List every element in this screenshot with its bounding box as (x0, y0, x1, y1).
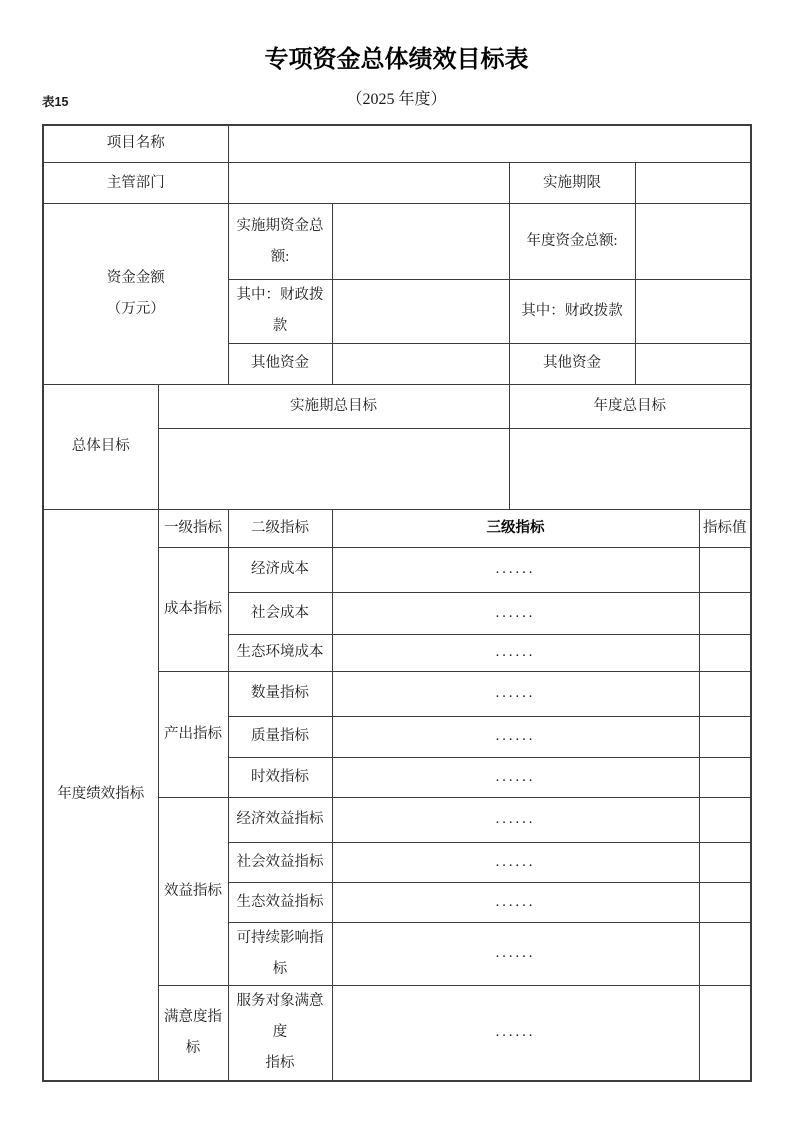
indicator-value-cell (699, 547, 751, 592)
year-label: （2025 年度） (346, 90, 447, 108)
indicator-value-cell (699, 592, 751, 634)
annual-goal-header: 年度总目标 (509, 384, 751, 428)
level3-dots: ...... (332, 797, 699, 842)
annual-other-value-cell (635, 343, 751, 384)
level2-quantity: 数量指标 (228, 671, 332, 716)
level2-eco-benefit: 生态效益指标 (228, 882, 332, 922)
level2-timeliness: 时效指标 (228, 757, 332, 797)
indicator-value-cell (699, 797, 751, 842)
level3-dots: ...... (332, 547, 699, 592)
level3-dots: ...... (332, 842, 699, 882)
annual-total-label: 年度资金总额: (509, 204, 635, 280)
impl-goal-value-cell (158, 428, 509, 509)
indicator-value-cell (699, 842, 751, 882)
indicator-value-cell (699, 985, 751, 1080)
subtitle-row (0, 90, 793, 110)
impl-fiscal-label: 其中：财政拨款 (228, 280, 332, 343)
indicator-value-cell (699, 922, 751, 985)
level1-header: 一级指标 (158, 509, 228, 547)
impl-other-label: 其他资金 (228, 343, 332, 384)
row-overall-goal-header (43, 384, 751, 428)
impl-other-value-cell (332, 343, 509, 384)
level3-dots: ...... (332, 985, 699, 1080)
value-header: 指标值 (699, 509, 751, 547)
funds-label: 资金金额 （万元） (43, 204, 228, 384)
impl-total-value-cell (332, 204, 509, 280)
indicator-value-cell (699, 882, 751, 922)
period-label: 实施期限 (509, 163, 635, 204)
period-value-cell (635, 163, 751, 204)
level3-dots: ...... (332, 671, 699, 716)
indicator-value-cell (699, 671, 751, 716)
annual-goal-value-cell (509, 428, 751, 509)
row-project-name (43, 125, 751, 163)
level2-social-benefit: 社会效益指标 (228, 842, 332, 882)
indicator-value-cell (699, 757, 751, 797)
indicators-label: 年度绩效指标 (43, 509, 158, 1080)
indicator-value-cell (699, 634, 751, 671)
impl-total-label: 实施期资金总 额: (228, 204, 332, 280)
row-department (43, 163, 751, 204)
indicator-value-cell (699, 716, 751, 757)
row-indicator-headers (43, 509, 751, 547)
document-title: 专项资金总体绩效目标表 (264, 46, 529, 73)
overall-goal-label: 总体目标 (43, 384, 158, 509)
annual-fiscal-value-cell (635, 280, 751, 343)
level2-quality: 质量指标 (228, 716, 332, 757)
level2-social-cost: 社会成本 (228, 592, 332, 634)
level2-service-satisfaction: 服务对象满意度 指标 (228, 985, 332, 1080)
level3-dots: ...... (332, 592, 699, 634)
level3-dots: ...... (332, 922, 699, 985)
level3-header: 三级指标 (332, 509, 699, 547)
project-name-value-cell (228, 125, 751, 163)
level3-dots: ...... (332, 882, 699, 922)
row-funds-total (43, 204, 751, 280)
level2-header: 二级指标 (228, 509, 332, 547)
level1-cost-label: 成本指标 (158, 547, 228, 671)
department-label: 主管部门 (43, 163, 228, 204)
level2-economic-benefit: 经济效益指标 (228, 797, 332, 842)
level2-eco-env-cost: 生态环境成本 (228, 634, 332, 671)
level2-sustainability: 可持续影响指标 (228, 922, 332, 985)
level1-satisfaction-label: 满意度指 标 (158, 985, 228, 1080)
table-number: 表15 (42, 94, 69, 109)
level3-dots: ...... (332, 634, 699, 671)
project-name-label: 项目名称 (43, 125, 228, 163)
annual-total-value-cell (635, 204, 751, 280)
level1-output-label: 产出指标 (158, 671, 228, 797)
level1-benefit-label: 效益指标 (158, 797, 228, 985)
impl-fiscal-value-cell (332, 280, 509, 343)
annual-fiscal-label: 其中：财政拨款 (509, 280, 635, 343)
impl-goal-header: 实施期总目标 (158, 384, 509, 428)
level3-dots: ...... (332, 716, 699, 757)
performance-target-table (42, 124, 752, 1082)
level2-economic-cost: 经济成本 (228, 547, 332, 592)
annual-other-label: 其他资金 (509, 343, 635, 384)
level3-dots: ...... (332, 757, 699, 797)
department-value-cell (228, 163, 509, 204)
